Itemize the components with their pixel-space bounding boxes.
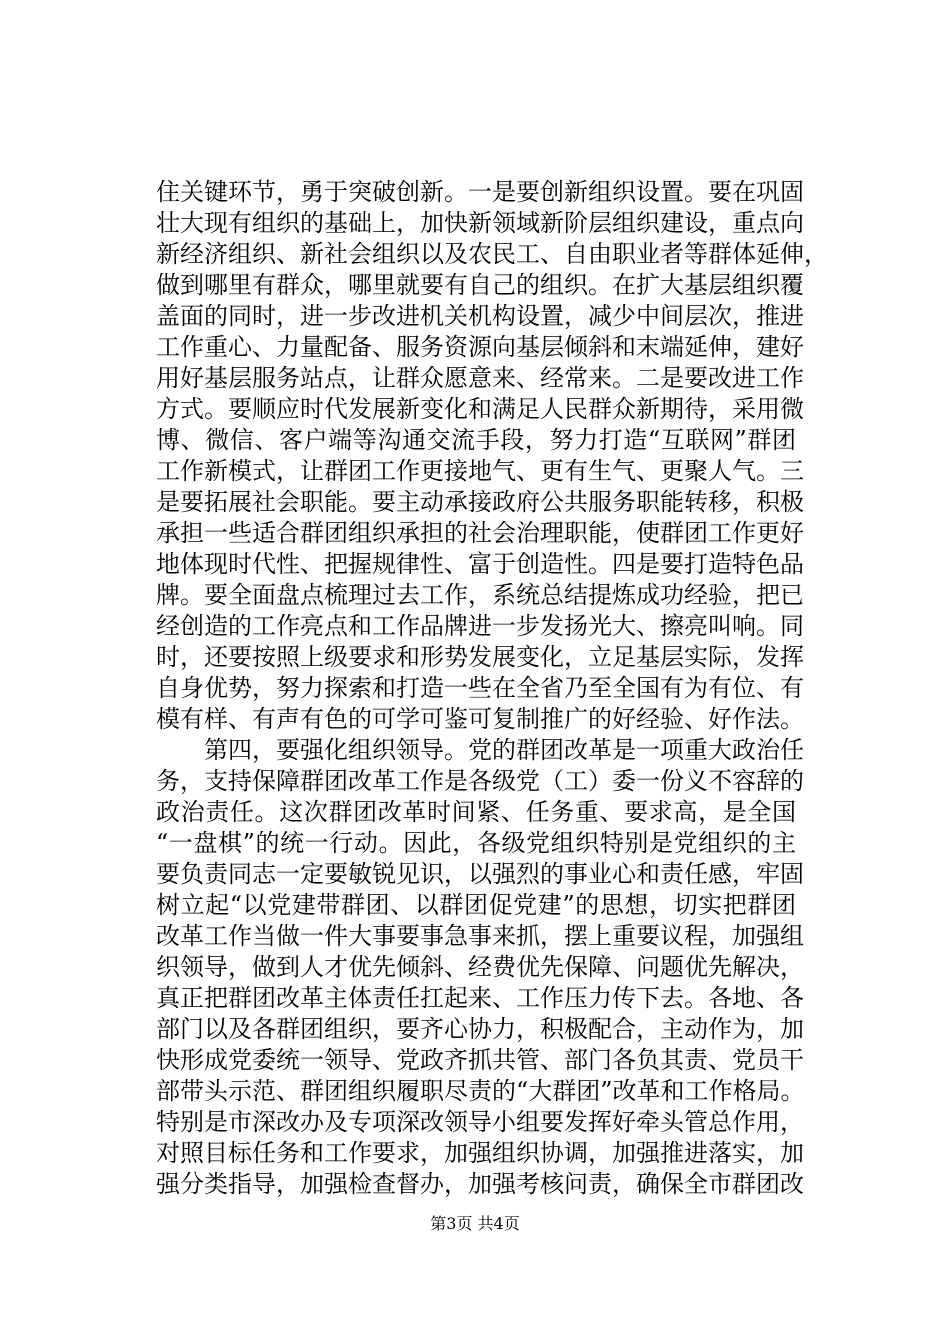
text-line: 方式。要顺应时代发展新变化和满足人民群众新期待，采用微: [156, 395, 804, 423]
text-line: 工作新模式，让群团工作更接地气、更有生气、更聚人气。三: [156, 457, 804, 485]
text-line: 树立起“以党建带群团、以群团促党建”的思想，切实把群团: [156, 891, 796, 919]
text-line: 模有样、有声有色的可学可鉴可复制推广的好经验、好作法。: [156, 705, 804, 733]
text-line: 第四，要强化组织领导。党的群团改革是一项重大政治任: [156, 736, 804, 764]
text-line: “一盘棋”的统一行动。因此，各级党组织特别是党组织的主: [156, 829, 796, 857]
text-line: 地体现时代性、把握规律性、富于创造性。四是要打造特色品: [156, 550, 804, 578]
text-line: 做到哪里有群众，哪里就要有自己的组织。在扩大基层组织覆: [156, 271, 804, 299]
text-line: 政治责任。这次群团改革时间紧、任务重、要求高，是全国: [156, 798, 796, 826]
text-line: 务，支持保障群团改革工作是各级党（工）委一份义不容辞的: [156, 767, 804, 795]
text-line: 住关键环节，勇于突破创新。一是要创新组织设置。要在巩固: [156, 178, 804, 206]
text-line: 经创造的工作亮点和工作品牌进一步发扬光大、擦亮叫响。同: [156, 612, 804, 640]
text-line: 自身优势，努力探索和打造一些在全省乃至全国有为有位、有: [156, 674, 804, 702]
text-line: 真正把群团改革主体责任扛起来、工作压力传下去。各地、各: [156, 984, 804, 1012]
text-line: 承担一些适合群团组织承担的社会治理职能，使群团工作更好: [156, 519, 804, 547]
text-line: 用好基层服务站点，让群众愿意来、经常来。二是要改进工作: [156, 364, 804, 392]
text-line: 改革工作当做一件大事要事急事来抓，摆上重要议程，加强组: [156, 922, 804, 950]
text-line: 对照目标任务和工作要求，加强组织协调，加强推进落实，加: [156, 1139, 804, 1167]
text-line: 时，还要按照上级要求和形势发展变化，立足基层实际，发挥: [156, 643, 804, 671]
page-footer: 第3页 共4页: [430, 1214, 520, 1233]
text-line: 博、微信、客户端等沟通交流手段，努力打造“互联网”群团: [156, 426, 796, 454]
text-line: 织领导，做到人才优先倾斜、经费优先保障、问题优先解决，: [156, 953, 804, 981]
text-line: 强分类指导，加强检查督办，加强考核问责，确保全市群团改: [156, 1170, 804, 1198]
text-line: 工作重心、力量配备、服务资源向基层倾斜和末端延伸，建好: [156, 333, 804, 361]
text-line: 部门以及各群团组织，要齐心协力，积极配合，主动作为，加: [156, 1015, 804, 1043]
text-line: 壮大现有组织的基础上，加快新领域新阶层组织建设，重点向: [156, 209, 804, 237]
text-line: 是要拓展社会职能。要主动承接政府公共服务职能转移，积极: [156, 488, 804, 516]
body-text: [156, 177, 828, 1200]
text-line: 牌。要全面盘点梳理过去工作，系统总结提炼成功经验，把已: [156, 581, 804, 609]
text-line: 部带头示范、群团组织履职尽责的“大群团”改革和工作格局。: [156, 1077, 805, 1105]
text-line: 新经济组织、新社会组织以及农民工、自由职业者等群体延伸，: [156, 240, 828, 268]
text-line: 特别是市深改办及专项深改领导小组要发挥好牵头管总作用，: [156, 1108, 804, 1136]
text-line: 盖面的同时，进一步改进机关机构设置，减少中间层次，推进: [156, 302, 804, 330]
text-line: 快形成党委统一领导、党政齐抓共管、部门各负其责、党员干: [156, 1046, 804, 1074]
text-line: 要负责同志一定要敏锐见识，以强烈的事业心和责任感，牢固: [156, 860, 804, 888]
